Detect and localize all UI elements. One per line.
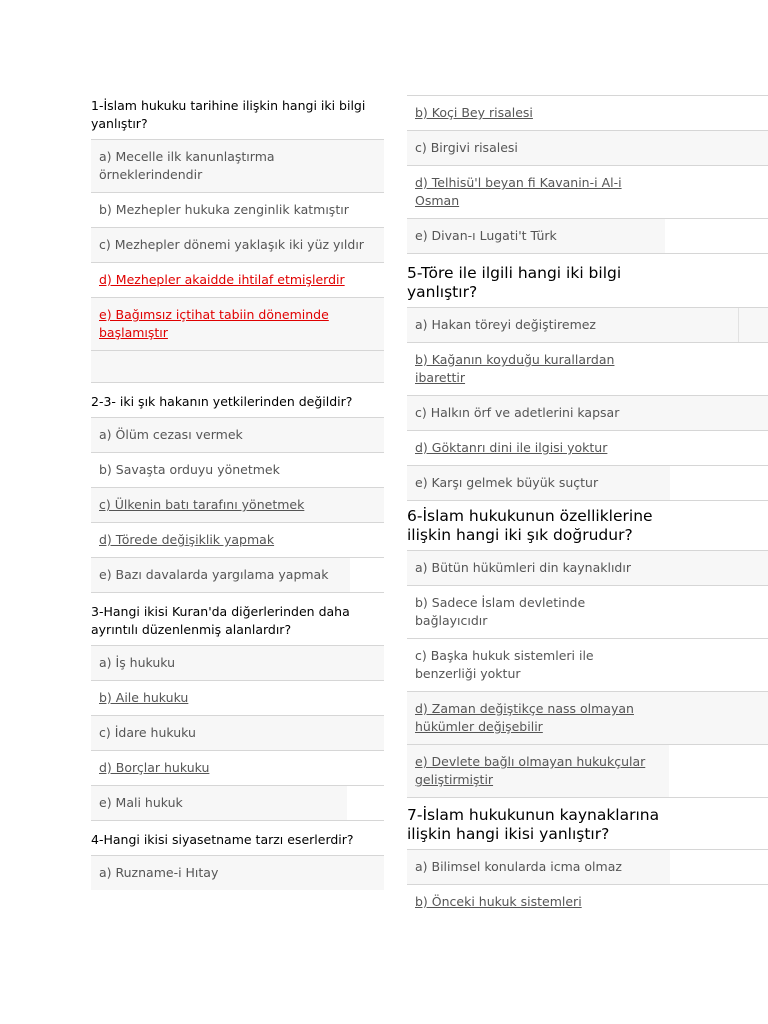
question-5-options — [407, 307, 768, 501]
option-row[interactable] — [407, 219, 768, 254]
option-label-correct: c) Ülkenin batı tarafını yönetmek — [99, 497, 305, 512]
option-label-correct: d) Göktanrı dini ile ilgisi yoktur — [415, 440, 608, 455]
option-spacer — [670, 466, 768, 500]
option-row[interactable] — [407, 96, 768, 131]
option-spacer — [670, 850, 768, 884]
question-4-text: 4-Hangi ikisi siyasetname tarzı eserlerdir? — [91, 832, 354, 847]
question-6-text: 6-İslam hukukunun özelliklerine ilişkin hangi iki şık doğrudur? — [407, 507, 653, 544]
option-row[interactable] — [91, 558, 384, 593]
option-row[interactable] — [91, 488, 384, 523]
right-column — [407, 95, 768, 917]
option-row[interactable] — [91, 298, 384, 351]
question-3-options — [91, 645, 384, 821]
left-column — [91, 97, 384, 890]
option-row[interactable] — [91, 140, 384, 193]
option-row[interactable] — [407, 308, 768, 343]
option-label-correct: d) Telhisü'l beyan fi Kavanin-i Al-i Osman — [415, 175, 622, 208]
option-label-correct: b) Koçi Bey risalesi — [415, 105, 533, 120]
option-label: b) Savaşta orduyu yönetmek — [99, 462, 280, 477]
option-label: b) Sadece İslam devletinde bağlayıcıdır — [415, 595, 586, 628]
option-label-correct: d) Törede değişiklik yapmak — [99, 532, 275, 547]
empty-option-row — [91, 351, 384, 383]
option-label-correct: d) Zaman değiştikçe nass olmayan hükümler değişebilir — [415, 701, 634, 734]
option-label: a) Bütün hükümleri din kaynaklıdır — [415, 560, 631, 575]
option-spacer — [347, 786, 384, 820]
option-label: c) İdare hukuku — [99, 725, 196, 740]
option-row[interactable] — [407, 466, 768, 501]
option-label-correct: b) Aile hukuku — [99, 690, 189, 705]
option-label: c) Halkın örf ve adetlerini kapsar — [415, 405, 620, 420]
option-label: a) Bilimsel konularda icma olmaz — [407, 850, 670, 884]
option-row[interactable] — [91, 523, 384, 558]
option-label: b) Mezhepler hukuka zenginlik katmıştır — [99, 202, 349, 217]
option-label: c) Başka hukuk sistemleri ile benzerliği yoktur — [415, 648, 594, 681]
option-spacer — [350, 558, 384, 592]
option-label: c) Mezhepler dönemi yaklaşık iki yüz yıldır — [99, 237, 364, 252]
option-row[interactable] — [407, 431, 768, 466]
option-row[interactable] — [407, 745, 768, 798]
option-label: e) Divan-ı Lugati't Türk — [407, 219, 665, 253]
option-row[interactable] — [91, 228, 384, 263]
option-row[interactable] — [407, 131, 768, 166]
option-spacer — [665, 219, 768, 253]
option-row[interactable] — [407, 551, 768, 586]
option-row[interactable] — [91, 646, 384, 681]
question-2-text: 2-3- iki şık hakanın yetkilerinden değildir? — [91, 394, 353, 409]
option-row[interactable] — [91, 263, 384, 298]
option-label: c) Birgivi risalesi — [415, 140, 518, 155]
option-row[interactable] — [407, 850, 768, 885]
option-label-correct: e) Bağımsız içtihat tabiin döneminde başlamıştır — [99, 307, 329, 340]
question-4-options-continued — [407, 95, 768, 254]
question-5-text: 5-Töre ile ilgili hangi iki bilgi yanlıştır? — [407, 264, 622, 301]
option-row[interactable] — [91, 453, 384, 488]
question-4-options — [91, 855, 384, 890]
question-1-text: 1-İslam hukuku tarihine ilişkin hangi iki bilgi yanlıştır? — [91, 98, 366, 131]
option-label-correct: b) Önceki hukuk sistemleri — [415, 894, 582, 909]
option-row[interactable] — [91, 681, 384, 716]
option-label: e) Mali hukuk — [91, 786, 347, 820]
option-label: a) Ruzname-i Hıtay — [99, 865, 219, 880]
question-7-options — [407, 849, 768, 917]
option-row[interactable] — [407, 692, 768, 745]
option-row[interactable] — [91, 751, 384, 786]
option-row[interactable] — [407, 166, 768, 219]
option-label-correct: d) Mezhepler akaidde ihtilaf etmişlerdir — [99, 272, 345, 287]
option-label-correct: e) Devlete bağlı olmayan hukukçular geliştirmiştir — [407, 745, 669, 797]
question-7-text: 7-İslam hukukunun kaynaklarına ilişkin hangi ikisi yanlıştır? — [407, 806, 660, 843]
option-label-correct: d) Borçlar hukuku — [99, 760, 210, 775]
option-label: e) Karşı gelmek büyük suçtur — [407, 466, 670, 500]
option-side-cell — [738, 308, 768, 342]
option-row[interactable] — [91, 418, 384, 453]
question-6-options — [407, 550, 768, 798]
option-row[interactable] — [407, 885, 768, 917]
option-label: e) Bazı davalarda yargılama yapmak — [91, 558, 350, 592]
option-label: a) Hakan töreyi değiştiremez — [415, 317, 596, 332]
option-row[interactable] — [407, 396, 768, 431]
option-label: a) Ölüm cezası vermek — [99, 427, 243, 442]
question-1-options — [91, 139, 384, 383]
option-spacer — [669, 745, 768, 797]
option-row[interactable] — [407, 343, 768, 396]
option-row[interactable] — [91, 193, 384, 228]
option-row[interactable] — [91, 856, 384, 890]
option-label-correct: b) Kağanın koyduğu kurallardan ibarettir — [415, 352, 615, 385]
option-label: a) Mecelle ilk kanunlaştırma örneklerindendir — [99, 149, 275, 182]
question-2-options — [91, 417, 384, 593]
option-row[interactable] — [91, 716, 384, 751]
option-row[interactable] — [407, 639, 768, 692]
question-3-text: 3-Hangi ikisi Kuran'da diğerlerinden daha ayrıntılı düzenlenmiş alanlardır? — [91, 604, 350, 637]
option-label: a) İş hukuku — [99, 655, 176, 670]
option-row[interactable] — [407, 586, 768, 639]
option-row[interactable] — [91, 786, 384, 821]
